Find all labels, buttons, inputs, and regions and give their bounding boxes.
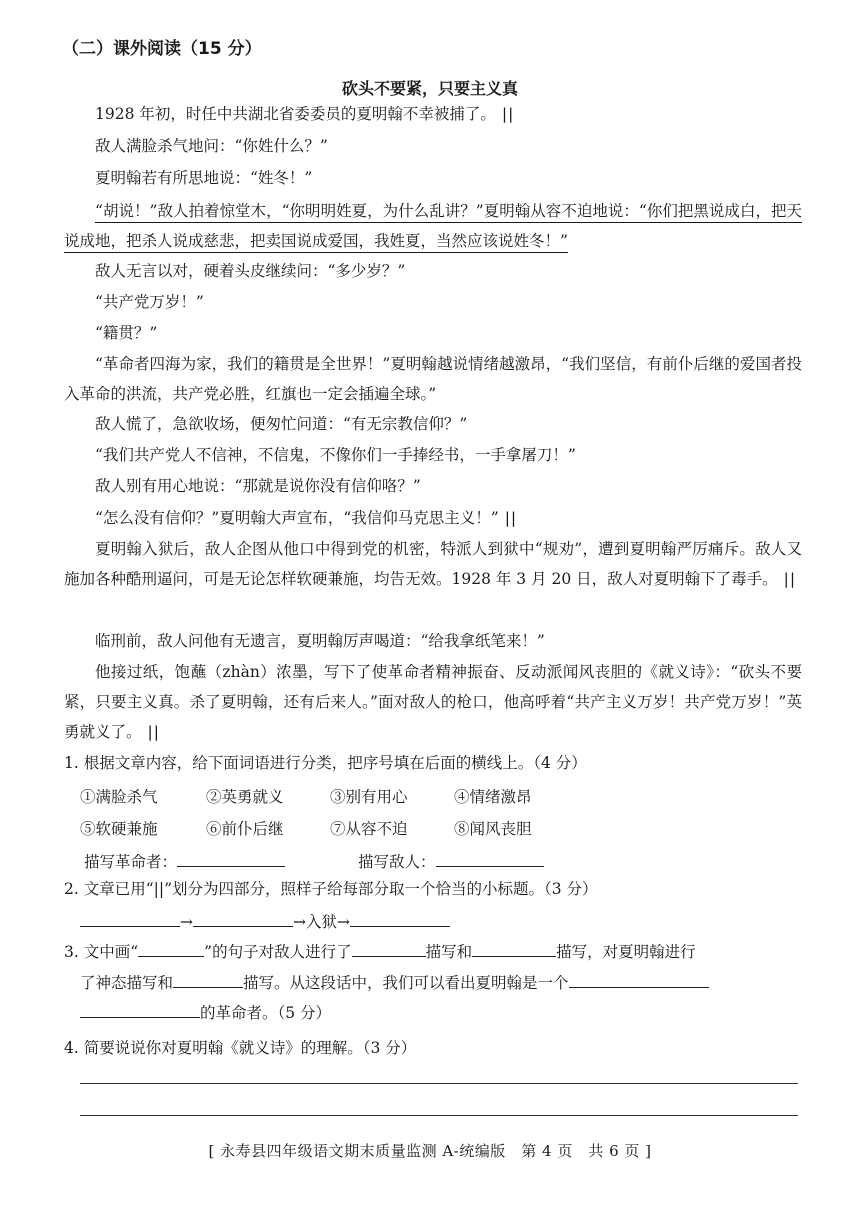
question-3-line-3: 的革命者。（5 分） [80,998,820,1028]
section-heading: （二）课外阅读（15 分） [62,39,262,59]
question-4: 4. 简要说说你对夏明翰《就义诗》的理解。（3 分） [64,1039,417,1057]
enemy-answer-blank[interactable] [436,848,544,867]
revolutionary-answer-row [84,848,285,872]
option-7: ⑦从容不迫 [330,820,408,838]
article-paragraph: 夏明翰入狱后，敌人企图从他口中得到党的机密，特派人到狱中“规劝”，遭到夏明翰严厉痛斥。敌人又施加各种酷刑逼问，可是无论怎样软硬兼施，均告无效。1928 年 3 月 20 日，敌人对夏明翰下了毒手。 || [64,540,802,588]
article-paragraph: “籍贯？” [95,324,158,342]
option-6: ⑥前仆后继 [206,820,284,838]
subtitle-blank-4[interactable] [350,908,450,927]
enemy-method-blank-2[interactable] [472,938,556,957]
answer-line[interactable] [80,1115,798,1116]
option-8: ⑧闻风丧胆 [454,820,532,838]
arrow: → [180,913,193,931]
section-divider: || [504,509,518,527]
section-divider: || [501,105,515,123]
question-1: 1. 根据文章内容，给下面词语进行分类，把序号填在后面的横线上。（4 分） [64,754,587,772]
answer-line[interactable] [80,1083,798,1084]
article-paragraph: 1928 年初，时任中共湖北省委委员的夏明翰不幸被捕了。 || [95,105,515,123]
enemy-method-blank-1[interactable] [352,938,426,957]
article-paragraph: 他接过纸，饱蘸（zhàn）浓墨，写下了使革命者精神振奋、反动派闻风丧胆的《就义诗》：“砍头不要紧，只要主义真。杀了夏明翰，还有后来人。”面对敌人的枪口，他高呼着“共产主义万岁！共产党万岁！”英勇就义了。 || [64,663,802,741]
sentence-blank[interactable] [138,938,204,957]
question-3-line-1: 3. 文中画“ ”的句子对敌人进行了 描写和 描写，对夏明翰进行 [64,937,804,967]
question-3-line-2: 了神态描写和 描写。从这段话中，我们可以看出夏明翰是一个 [80,968,820,998]
question-2: 2. 文章已用“||”划分为四部分，照样子给每部分取一个恰当的小标题。（3 分） [64,880,598,898]
given-subtitle: 入狱 [306,913,338,931]
article-paragraph: 敌人满脸杀气地问：“你姓什么？” [95,137,328,155]
article-paragraph: “共产党万岁！” [95,293,204,311]
section-divider: || [147,723,160,741]
article-paragraph: 敌人慌了，急欲收场，便匆忙问道：“有无宗教信仰？” [95,415,468,433]
arrow: → [337,913,351,931]
option-3: ③别有用心 [330,788,408,806]
character-blank-1[interactable] [569,969,709,988]
page-footer: [ 永寿县四年级语文期末质量监测 A-统编版 第 4 页 共 6 页 ] [208,1142,652,1160]
article-paragraph: 临刑前，敌人问他有无遗言，夏明翰厉声喝道：“给我拿纸笔来！” [95,632,545,650]
subtitle-blank-2[interactable] [193,908,293,927]
article-paragraph: “怎么没有信仰？”夏明翰大声宣布，“我信仰马克思主义！” || [95,509,518,527]
arrow: → [293,913,306,931]
xia-method-blank[interactable] [173,969,243,988]
article-paragraph: 敌人别有用心地说：“那就是说你没有信仰咯？” [95,477,421,495]
revolutionary-answer-blank[interactable] [177,848,285,867]
revolutionary-label: 描写革命者： [84,853,178,871]
option-1: ①满脸杀气 [80,788,158,806]
article-paragraph: 敌人无言以对，硬着头皮继续问：“多少岁？” [95,262,406,280]
character-blank-2[interactable] [80,999,200,1018]
subtitle-answer-row [80,908,450,932]
article-title: 砍头不要紧，只要主义真 [341,79,518,98]
option-5: ⑤软硬兼施 [80,820,158,838]
option-2: ②英勇就义 [206,788,284,806]
article-paragraph: 夏明翰若有所思地说：“姓冬！” [95,169,313,187]
section-divider: || [783,570,797,588]
article-paragraph: “我们共产党人不信神，不信鬼，不像你们一手捧经书，一手拿屠刀！” [95,446,576,464]
underlined-paragraph: “胡说！”敌人拍着惊堂木，“你明明姓夏，为什么乱讲？”夏明翰从容不迫地说：“你们把黑说成白，把天说成地，把杀人说成慈悲，把卖国说成爱国，我姓夏，当然应该说姓冬！” [64,202,802,250]
article-paragraph: “革命者四海为家，我们的籍贯是全世界！”夏明翰越说情绪越激昂，“我们坚信，有前仆后继的爱国者投入革命的洪流，共产党必胜，红旗也一定会插遍全球。” [64,355,802,403]
enemy-label: 描写敌人： [358,853,436,871]
option-4: ④情绪激昂 [454,788,532,806]
enemy-answer-row [358,848,544,872]
subtitle-blank-1[interactable] [80,908,180,927]
